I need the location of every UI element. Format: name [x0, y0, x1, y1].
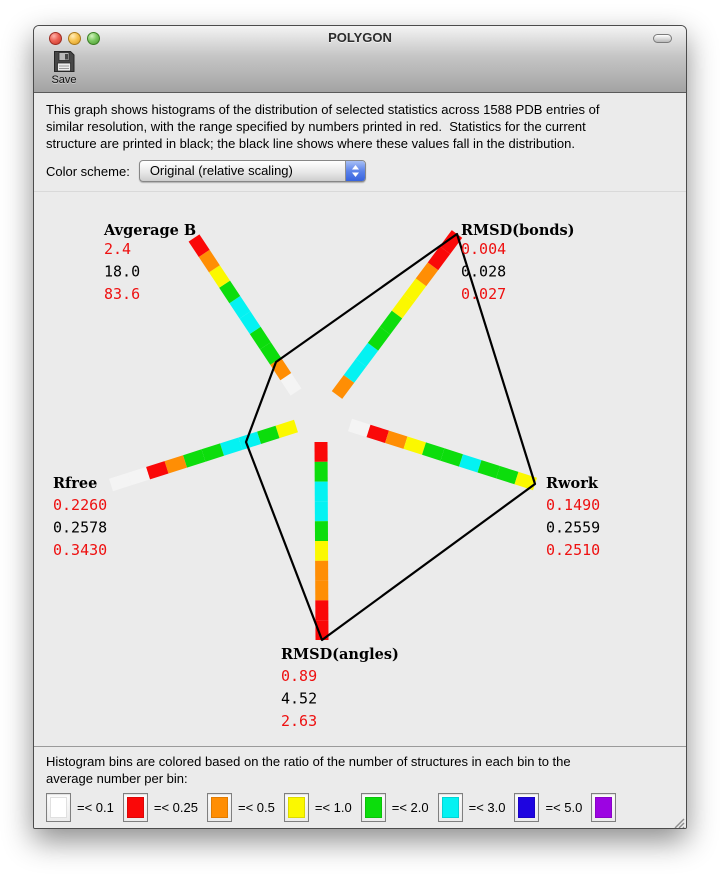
histogram-bar-segment — [443, 455, 462, 461]
color-scheme-select[interactable] — [139, 160, 366, 182]
popup-arrows-icon — [345, 161, 365, 181]
legend-bin-label: =< 0.25 — [153, 800, 198, 815]
histogram-bar-segment — [204, 450, 223, 456]
legend-bin-swatch — [514, 793, 539, 822]
histogram-bar-segment — [130, 473, 149, 479]
histogram-bar-segment — [373, 331, 385, 347]
color-scheme-selected-value: Original (relative scaling) — [149, 163, 293, 178]
legend-bin-swatch — [284, 793, 309, 822]
histogram-bar-segment — [387, 437, 406, 443]
axis-current-value: 18.0 — [104, 262, 141, 281]
histogram-bar-segment — [194, 238, 204, 253]
legend-text-line: average number per bin: — [46, 771, 188, 786]
histogram-bar-segment — [517, 478, 536, 484]
toolbar-toggle-button[interactable] — [653, 34, 672, 43]
legend-bin-color — [211, 797, 228, 818]
legend-bin-swatch — [207, 793, 232, 822]
legend-bin-swatch — [361, 793, 386, 822]
axis-max-value: 2.63 — [281, 712, 318, 730]
radar-plot — [34, 192, 687, 746]
axis-label: Rfree — [53, 475, 98, 492]
axis-min-value: 0.1490 — [546, 496, 601, 514]
traffic-lights — [49, 32, 100, 45]
axis-current-value: 0.2559 — [546, 518, 601, 537]
resize-grip[interactable] — [671, 815, 685, 829]
histogram-bar-segment — [255, 330, 265, 345]
axis-min-value: 0.2260 — [53, 496, 108, 514]
histogram-bar-segment — [406, 443, 425, 449]
close-button[interactable] — [49, 32, 62, 45]
legend-bin-swatch — [123, 793, 148, 822]
histogram-bar-segment — [278, 426, 297, 432]
axis-current-value: 4.52 — [281, 689, 318, 708]
legend-bin-color — [288, 797, 305, 818]
legend-bin-color — [127, 797, 144, 818]
legend-text — [46, 753, 674, 787]
save-icon — [52, 50, 76, 73]
legend-bin-label: =< 5.0 — [545, 800, 583, 815]
description-line: similar resolution, with the range specified by numbers printed in red. Statistics for the current — [46, 119, 586, 134]
legend-row — [46, 793, 674, 822]
axis-label: Avgerage B — [104, 222, 197, 239]
axis-min-value: 2.4 — [104, 240, 132, 258]
window-title: POLYGON — [328, 30, 392, 45]
toolbar — [34, 49, 686, 86]
radar-plot-panel — [34, 191, 686, 746]
description-line: This graph shows histograms of the distribution of selected statistics across 1588 PDB entries of — [46, 102, 600, 117]
histogram-bar-segment — [409, 282, 421, 298]
legend-panel — [34, 746, 686, 829]
histogram-bar-segment — [241, 438, 260, 444]
axis-max-value: 0.3430 — [53, 541, 108, 559]
window-header — [34, 26, 686, 93]
legend-bin-label: =< 3.0 — [468, 800, 506, 815]
legend-bin-label: =< 2.0 — [391, 800, 429, 815]
histogram-bar-segment — [350, 425, 369, 431]
legend-bin-swatch — [438, 793, 463, 822]
legend-bin-label: =< 1.0 — [314, 800, 352, 815]
histogram-bar-segment — [225, 284, 235, 299]
histogram-bar-segment — [286, 377, 296, 392]
axis-max-value: 83.6 — [104, 285, 141, 303]
description-line: structure are printed in black; the black line shows where these values fall in the distribution. — [46, 136, 575, 151]
histogram-bar-segment — [361, 347, 373, 363]
save-button-label: Save — [51, 74, 77, 86]
axis-label: RMSD(bonds) — [461, 222, 575, 239]
histogram-bar-segment — [111, 479, 130, 485]
polygon-window — [33, 25, 687, 829]
legend-bin-label: =< 0.1 — [77, 800, 114, 815]
histogram-bar-segment — [397, 298, 409, 314]
legend-bin-color — [595, 797, 612, 818]
histogram-bar-segment — [214, 269, 224, 284]
histogram-bar-segment — [421, 266, 433, 282]
histogram-bar-segment — [185, 456, 204, 462]
histogram-bar-segment — [259, 432, 278, 438]
histogram-bar-segment — [235, 300, 245, 315]
histogram-bar-segment — [424, 449, 443, 455]
description-panel — [34, 93, 686, 191]
histogram-bar-segment — [265, 346, 275, 361]
histogram-bar-segment — [349, 363, 361, 379]
histogram-bar-segment — [337, 379, 349, 395]
legend-bin-swatch — [46, 793, 71, 822]
legend-bin-swatch — [591, 793, 616, 822]
description-text — [46, 101, 674, 152]
axis-label: Rwork — [546, 475, 598, 492]
histogram-bar-segment — [461, 460, 480, 466]
histogram-bar-segment — [498, 472, 517, 478]
legend-bin-color — [518, 797, 535, 818]
histogram-bar-segment — [167, 461, 186, 467]
legend-bin-color — [365, 797, 382, 818]
axis-max-value: 0.2510 — [546, 541, 601, 559]
histogram-bar-segment — [276, 361, 286, 376]
histogram-bar-segment — [369, 431, 388, 437]
minimize-button[interactable] — [68, 32, 81, 45]
zoom-button[interactable] — [87, 32, 100, 45]
histogram-bar-segment — [222, 444, 241, 450]
axis-max-value: 0.027 — [461, 285, 507, 303]
axis-min-value: 0.89 — [281, 667, 318, 685]
save-button[interactable] — [46, 50, 82, 86]
legend-bin-color — [50, 797, 67, 818]
histogram-bar-segment — [385, 315, 397, 331]
histogram-bar-segment — [245, 315, 255, 330]
histogram-bar-segment — [148, 467, 167, 473]
color-scheme-label: Color scheme: — [46, 163, 130, 179]
histogram-bar-segment — [480, 466, 499, 472]
histogram-bar-segment — [433, 250, 445, 266]
title-bar[interactable] — [34, 26, 686, 49]
legend-text-line: Histogram bins are colored based on the ratio of the number of structures in each bin to the — [46, 754, 571, 769]
histogram-bar-segment — [204, 253, 214, 268]
axis-current-value: 0.2578 — [53, 518, 108, 537]
axis-label: RMSD(angles) — [281, 646, 399, 663]
color-scheme-row — [46, 160, 674, 182]
axis-min-value: 0.004 — [461, 240, 507, 258]
legend-bin-label: =< 0.5 — [237, 800, 275, 815]
axis-current-value: 0.028 — [461, 262, 507, 281]
legend-bin-color — [442, 797, 459, 818]
